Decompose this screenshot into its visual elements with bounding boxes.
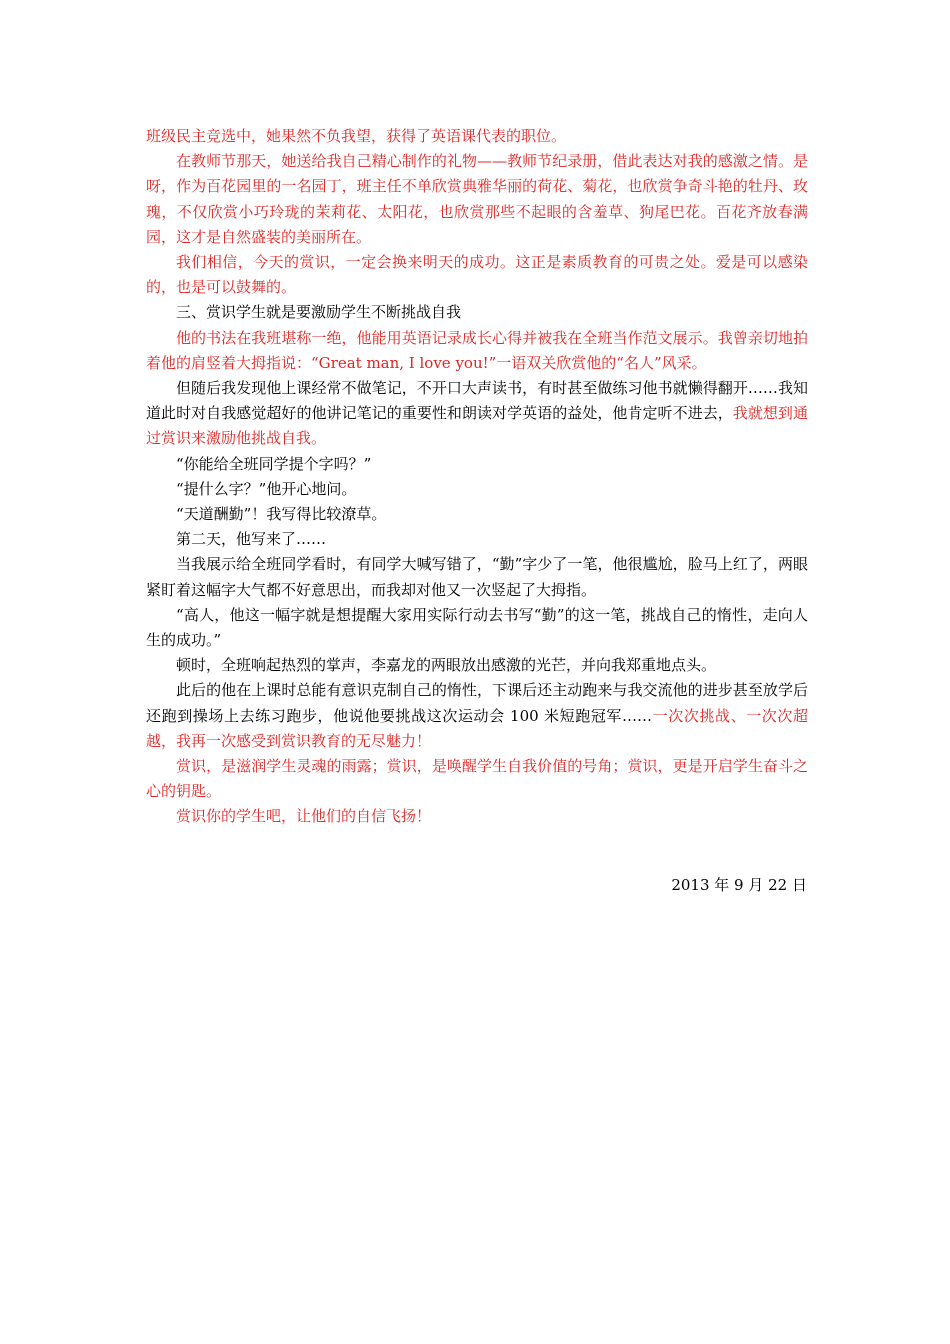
- paragraph: [146, 603, 808, 653]
- paragraph: [146, 376, 808, 452]
- document-body: [146, 124, 808, 830]
- paragraph: [146, 653, 808, 678]
- highlighted-text: 一次次挑战、一次次超越，我再一次感受到赏识教育的无尽魅力！: [146, 706, 808, 750]
- body-text: 三、赏识学生就是要激励学生不断挑战自我: [176, 303, 462, 322]
- body-text: “高人，他这一幅字就是想提醒大家用实际行动去书写“勤”的这一笔，挑战自己的惰性，走向人生的成功。”: [146, 605, 808, 650]
- highlighted-text: 班级民主竞选中，她果然不负我望，获得了英语课代表的职位。: [146, 127, 567, 145]
- paragraph: [146, 477, 808, 502]
- paragraph: [146, 149, 808, 250]
- paragraph: [146, 326, 808, 376]
- paragraph: [146, 124, 808, 149]
- paragraph: [146, 452, 808, 477]
- paragraph: [146, 552, 808, 602]
- highlighted-text: 赏识，是滋润学生灵魂的雨露；赏识，是唤醒学生自我价值的号角；赏识，更是开启学生奋斗之心的钥匙。: [146, 757, 808, 801]
- highlighted-text: 他的书法在我班堪称一绝，他能用英语记录成长心得并被我在全班当作范文展示。我曾亲切地拍着他的肩竖着大拇指说：“Great man, I love you!”一语双关欣赏他的“名人”风采。: [146, 328, 808, 372]
- highlighted-text: 在教师节那天，她送给我自己精心制作的礼物——教师节纪录册，借此表达对我的感激之情。是呀，作为百花园里的一名园丁，班主任不单欣赏典雅华丽的荷花、菊花，也欣赏争奇斗艳的牡丹、玫瑰，不仅欣赏小巧玲珑的茉莉花、太阳花，也欣赏那些不起眼的含羞草、狗尾巴花。百花齐放春满园，这才是自然盛装的美丽所在。: [146, 152, 808, 246]
- paragraph: [146, 804, 808, 829]
- body-text: “天道酬勤”！我写得比较潦草。: [176, 505, 387, 524]
- body-text: 当我展示给全班同学看时，有同学大喊写错了，“勤”字少了一笔，他很尴尬，脸马上红了，两眼紧盯着这幅字大气都不好意思出，而我却对他又一次竖起了大拇指。: [146, 555, 808, 599]
- paragraph: [146, 527, 808, 552]
- body-text: “你能给全班同学提个字吗？”: [176, 454, 372, 473]
- paragraph: [146, 250, 808, 300]
- highlighted-text: 赏识你的学生吧，让他们的自信飞扬！: [176, 807, 432, 826]
- body-text: 此后的他在上课时总能有意识克制自己的惰性，下课后还主动跑来与我交流他的进步甚至放学后还跑到操场上去练习跑步，他说他要挑战这次运动会 100 米短跑冠军……: [146, 681, 808, 725]
- paragraph: [146, 754, 808, 804]
- body-text: 顿时，全班响起热烈的掌声，李嘉龙的两眼放出感激的光芒，并向我郑重地点头。: [176, 656, 717, 675]
- body-text: 但随后我发现他上课经常不做笔记，不开口大声读书，有时甚至做练习他书就懒得翻开……我知道此时对自我感觉超好的他讲记笔记的重要性和朗读对学英语的益处，他肯定听不进去，: [146, 379, 808, 423]
- highlighted-text: 我们相信，今天的赏识，一定会换来明天的成功。这正是素质教育的可贵之处。爱是可以感染的，也是可以鼓舞的。: [146, 253, 808, 297]
- paragraph: [146, 502, 808, 527]
- document-date: 2013 年 9 月 22 日: [671, 876, 807, 894]
- paragraph: [146, 300, 808, 325]
- body-text: “提什么字？”他开心地问。: [176, 479, 357, 498]
- paragraph: [146, 678, 808, 754]
- highlighted-text: 我就想到通过赏识来激励他挑战自我。: [146, 404, 808, 448]
- body-text: 第二天，他写来了……: [176, 530, 327, 549]
